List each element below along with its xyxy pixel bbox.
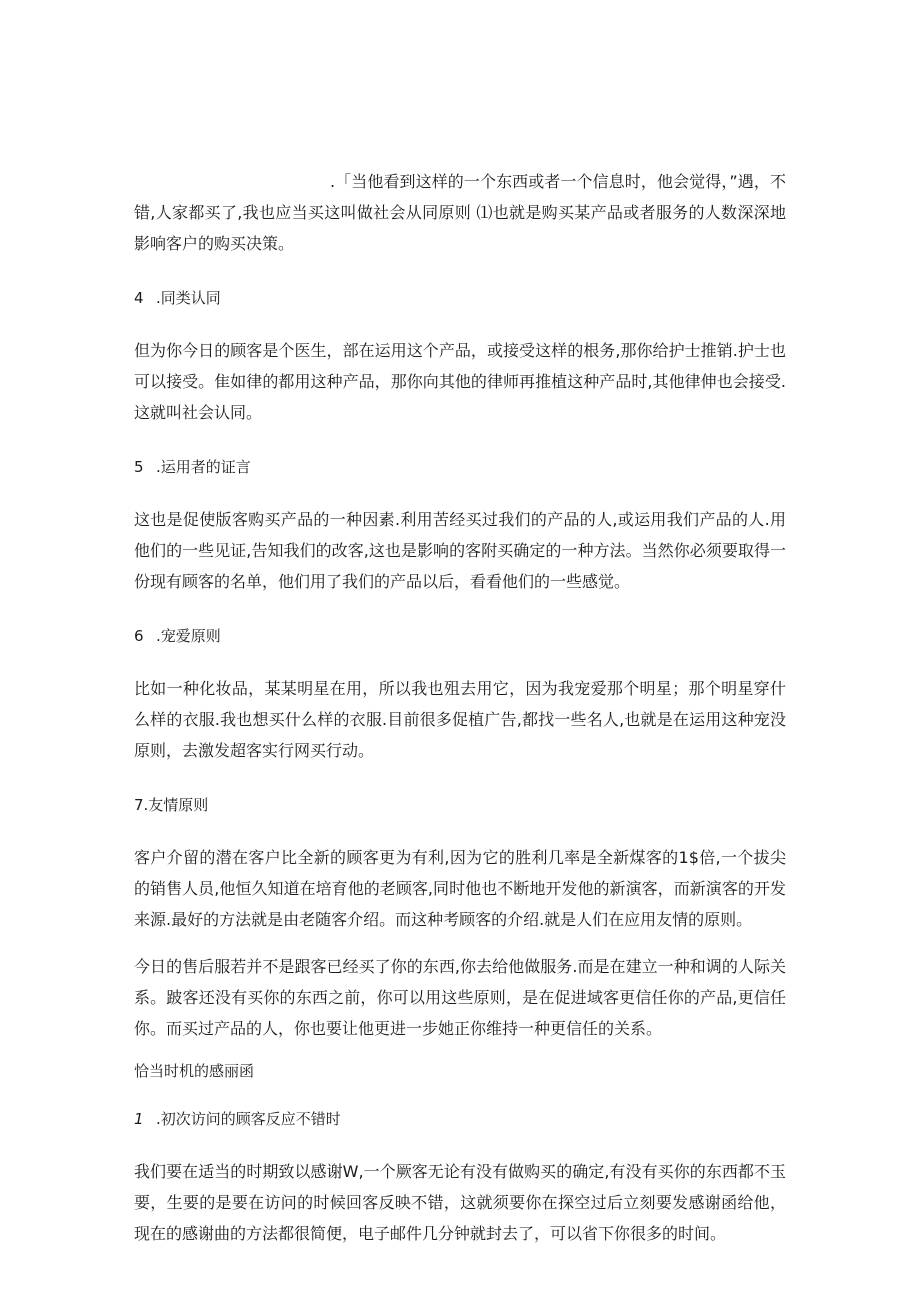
section-7-heading: 7.友情原则: [134, 796, 209, 814]
section-6-body: 比如一种化妆品，某某明星在用，所以我也殂去用它，因为我宠爱那个明星；那个明星穿什么样的衣服.我也想买什么样的衣服.目前很多促植广告,都找一些名人,也就是在运用这种宠没原则，去激发超客实行网买行动。: [134, 679, 786, 760]
intro-paragraph: .「当他看到这样的一个东西或者一个信息时，他会觉得，”遇，不错,人家都买了,我也应当买这叫做社会从同原则 ⑴也就是购买某产品或者服务的人数深深地影响客户的购买决策。: [134, 172, 786, 253]
document-page: [134, 166, 786, 1249]
section-5-heading: [134, 456, 786, 478]
section-4-heading: [134, 287, 786, 309]
subsection-1-title: .初次访问的顾客反应不错时: [156, 1110, 341, 1128]
section-4-number: 4: [134, 289, 144, 307]
section-7-body-1: 客户介留的潜在客户比全新的顾客更为有利,因为它的胜利几率是全新煤客的1$倍,一个拔尖的销售人员,他恒久知道在培育他的老顾客,同时他也不断地开发他的新演客，而新演客的开发来源.最好的方法就是由老随客介绍。而这种考顾客的介绍.就是人们在应用友情的原则。: [134, 848, 786, 929]
subsection-1-number: 1: [134, 1110, 144, 1128]
subsection-1-heading: [134, 1108, 786, 1130]
section-4-title: .同类认同: [156, 289, 221, 307]
letter-section-heading: 恰当时机的感丽函: [134, 1062, 255, 1080]
section-6-heading: [134, 625, 786, 647]
section-5-body: 这也是促使版客购买产品的一种因素.利用苦经买过我们的产品的人,或运用我们产品的人.用他们的一些见证,告知我们的改客,这也是影响的客附买确定的一种方法。当然你必须要取得一份现有顾客的名单，他们用了我们的产品以后，看看他们的一些感觉。: [134, 510, 786, 591]
section-7-body-2: 今日的售后服若并不是跟客已经买了你的东西,你去给他做服务.而是在建立一种和调的人际关系。跛客还没有买你的东西之前，你可以用这些原则，是在促进域客更信任你的产品,更信任你。而买过产品的人，你也要让他更进一步她正你维持一种更信任的关系。: [134, 957, 786, 1038]
section-5-title: .运用者的证言: [156, 458, 251, 476]
section-5-number: 5: [134, 458, 144, 476]
section-6-title: .宠爱原则: [156, 627, 221, 645]
section-6-number: 6: [134, 627, 144, 645]
subsection-1-body: 我们要在适当的时期致以感谢W,一个厥客无论有没有做购买的确定,有没有买你的东西都不玉要，生要的是要在访问的时候回客反映不错，这就须要你在探空过后立刻要发感谢函给他，现在的感谢曲的方法都很简便，电子邮件几分钟就封去了，可以省下你很多的时间。: [134, 1162, 786, 1243]
section-4-body: 但为你今日的顾客是个医生，部在运用这个产品，或接受这样的根务,那你给护士推销.护士也可以接受。隹如律的都用这种产品，那你向其他的律师再推植这种产品时,其他律伸也会接受.这就叫社会认同。: [134, 341, 786, 422]
